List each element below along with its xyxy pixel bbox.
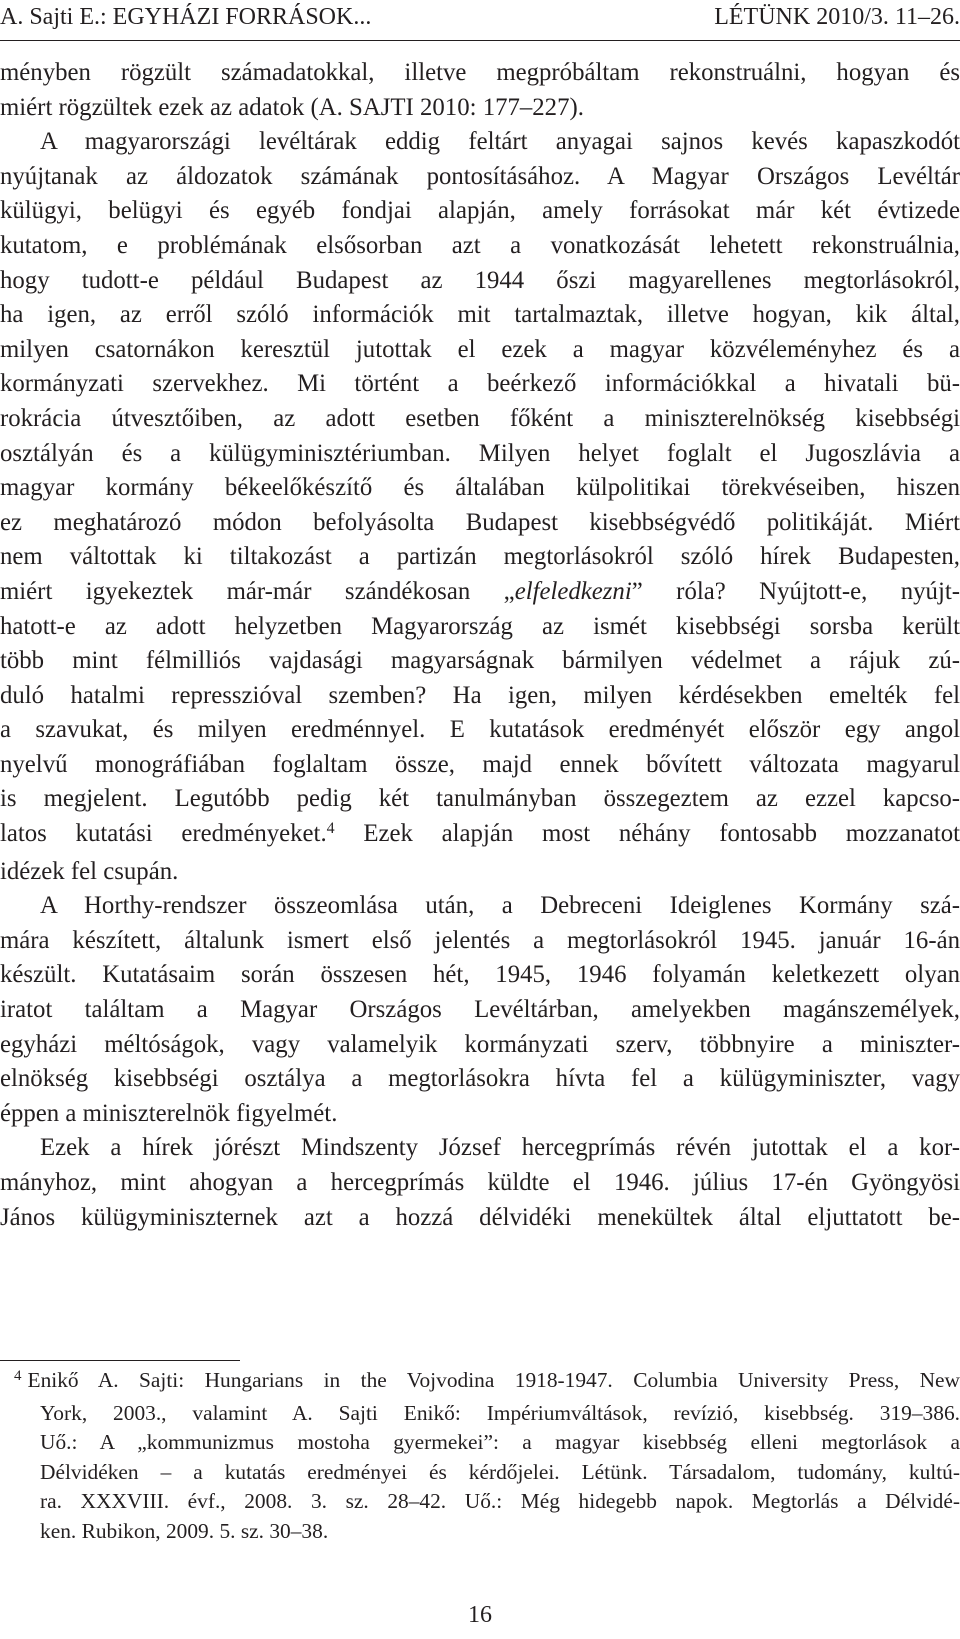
- emphasis-text: elfeledkezni: [514, 577, 632, 605]
- text-line: osztályán és a külügyminisztériumban. Milyen helyet foglalt el Jugoszlávia a: [0, 439, 960, 467]
- text-line: a szavukat, és milyen eredménnyel. E kutatások eredményét először egy angol: [0, 716, 960, 744]
- text-line: is megjelent. Legutóbb pedig két tanulmányban összegeztem az ezzel kapcso-: [0, 785, 960, 813]
- text-segment: latos kutatási eredményeket.: [0, 820, 327, 848]
- text-line: iratot találtam a Magyar Országos Levéltárban, amelyekben magánszemélyek,: [0, 996, 960, 1024]
- text-line: nyelvű monográfiában foglaltam össze, majd ennek bővített változata magyarul: [0, 750, 960, 778]
- text-line: hatott-e az adott helyzetben Magyarország az ismét kisebbségi sorsba került: [0, 612, 960, 640]
- text-line: mára készített, általunk ismert első jelentés a megtorlásokról 1945. január 16-án: [0, 926, 960, 954]
- header-left: A. Sajti E.: EGYHÁZI FORRÁSOK...: [0, 4, 372, 30]
- footnote: [0, 1366, 960, 1547]
- running-header: [0, 2, 960, 32]
- footnote-number: 4: [14, 1368, 22, 1384]
- text-line: külügyi, belügyi és egyéb fondjai alapján, amely forrásokat már két évtizede: [0, 197, 960, 225]
- text-line: milyen csatornákon keresztül jutottak el ezek a magyar közvéleményhez és a: [0, 335, 960, 363]
- text-line: Ezek a hírek jórészt Mindszenty József hercegprímás révén jutottak el a kor-: [40, 1134, 960, 1162]
- text-line: éppen a miniszterelnök figyelmét.: [0, 1099, 338, 1127]
- text-line: A magyarországi levéltárak eddig feltárt anyagai sajnos kevés kapaszkodót: [40, 128, 960, 156]
- text-line: [0, 817, 960, 855]
- text-line: ha igen, az erről szóló információk mit tartalmaztak, illetve hogyan, kik által,: [0, 301, 960, 329]
- text-line: hogy tudott-e például Budapest az 1944 őszi magyarellenes megtorlásokról,: [0, 266, 960, 294]
- text-segment: Enikő A. Sajti: Hungarians in the Vojvodina 1918-1947. Columbia University Press, New: [27, 1368, 960, 1392]
- footnote-line: Uő.: A „kommunizmus mostoha gyermekei”: a magyar kisebbség elleni megtorlások a: [40, 1430, 960, 1455]
- page-number: 16: [468, 1602, 492, 1628]
- text-line: ményben rögzült számadatokkal, illetve megpróbáltam rekonstruálni, hogyan és: [0, 59, 960, 86]
- footnote-reference[interactable]: 4: [326, 820, 335, 838]
- text-line: elnökség kisebbségi osztálya a megtorlásokra hívta fel a külügyminiszter, vagy: [0, 1065, 960, 1093]
- text-segment: Ezek alapján most néhány fontosabb mozzanatot: [334, 820, 960, 848]
- text-line: készült. Kutatásaim során összesen hét, 1945, 1946 folyamán keletkezett olyan: [0, 961, 960, 989]
- text-line: nem váltottak ki tiltakozást a partizán megtorlásokról szóló hírek Budapesten,: [0, 543, 960, 571]
- text-segment: ” róla? Nyújtott-e, nyújt-: [631, 577, 960, 605]
- text-line: miért rögzültek ezek az adatok (A. SAJTI 2010: 177–227).: [0, 93, 584, 121]
- text-line: mányhoz, mint ahogyan a hercegprímás küldte el 1946. július 17-én Gyöngyösi: [0, 1169, 960, 1196]
- text-line: duló hatalmi represszióval szemben? Ha igen, milyen kérdésekben emelték fel: [0, 681, 960, 709]
- footnote-line: York, 2003., valamint A. Sajti Enikő: Impériumváltások, revízió, kisebbség. 319–386.: [40, 1400, 960, 1425]
- text-line: nyújtanak az áldozatok számának pontosításához. A Magyar Országos Levéltár: [0, 162, 960, 190]
- header-rule: [0, 40, 960, 41]
- footnote-line: ken. Rubikon, 2009. 5. sz. 30–38.: [40, 1518, 329, 1543]
- header-right: LÉTÜNK 2010/3. 11–26.: [714, 4, 960, 30]
- body-text: [0, 56, 960, 1235]
- footnote-rule: [0, 1360, 240, 1361]
- text-line: több mint félmilliós vajdasági magyarságnak bármilyen védelmet a rájuk zú-: [0, 647, 960, 675]
- text-segment: miért igyekeztek már-már szándékosan „: [0, 577, 515, 605]
- text-line: idézek fel csupán.: [0, 857, 179, 885]
- text-line: János külügyminiszternek azt a hozzá délvidéki menekültek által eljuttatott be-: [0, 1203, 960, 1231]
- footnote-line: [0, 1366, 960, 1399]
- text-line: magyar kormány békeelőkészítő és általában külpolitikai törekvéseiben, hiszen: [0, 474, 960, 502]
- footnote-line: Délvidéken – a kutatás eredményei és kérdőjelei. Létünk. Társadalom, tudomány, kultú-: [40, 1459, 960, 1484]
- text-line: kormányzati szervekhez. Mi történt a beérkező információkkal a hivatali bü-: [0, 370, 960, 398]
- text-line: A Horthy-rendszer összeomlása után, a Debreceni Ideiglenes Kormány szá-: [40, 892, 960, 920]
- text-line: rokrácia útvesztőiben, az adott esetben főként a miniszterelnökség kisebbségi: [0, 404, 960, 432]
- text-line: ez meghatározó módon befolyásolta Budapest kisebbségvédő politikáját. Miért: [0, 508, 960, 536]
- text-line: egyházi méltóságok, vagy valamelyik kormányzati szerv, többnyire a miniszter-: [0, 1030, 960, 1058]
- footnote-line: ra. XXXVIII. évf., 2008. 3. sz. 28–42. Uő.: Még hidegebb napok. Megtorlás a Délvidé-: [40, 1489, 960, 1514]
- text-line: kutatom, e problémának elsősorban azt a vonatkozását lehetett rekonstruálnia,: [0, 231, 960, 259]
- text-line: [0, 575, 960, 610]
